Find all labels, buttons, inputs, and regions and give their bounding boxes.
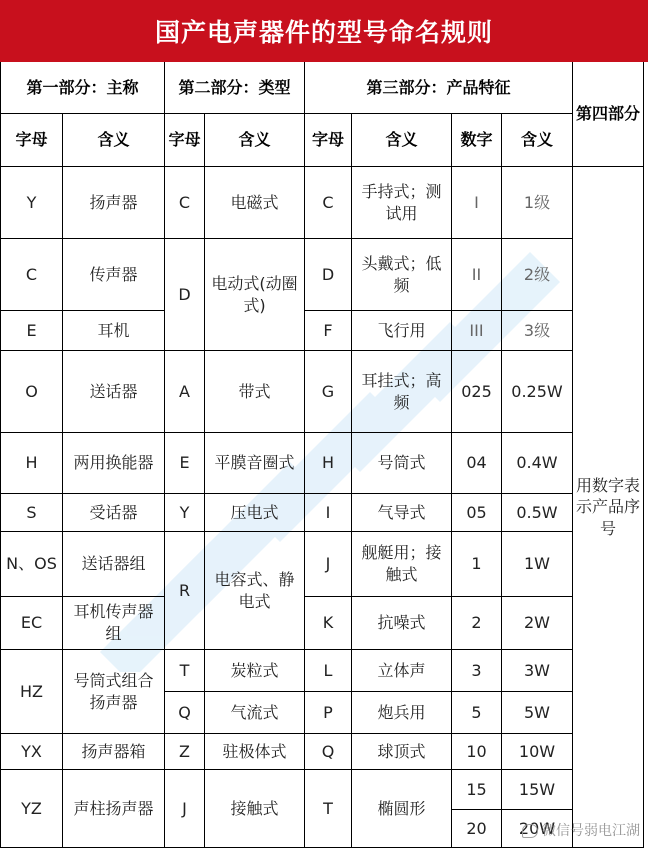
table-cell: 025 [452,351,502,433]
table-cell: T [165,650,205,692]
table-cell: R [165,532,205,650]
part2-header: 第二部分：类型 [165,62,305,114]
table-cell: 2W [502,597,573,650]
table-cell: 送话器组 [63,532,165,597]
table-cell: P [305,692,352,734]
table-cell: 电容式、静电式 [205,532,305,650]
part1-letter-header: 字母 [0,114,63,167]
table-cell: C [165,167,205,239]
table-cell: 传声器 [63,239,165,311]
table-cell: 两用换能器 [63,433,165,494]
table-cell: D [165,239,205,351]
table-cell: 5 [452,692,502,734]
part2-letter-header: 字母 [165,114,205,167]
table-cell: 气导式 [352,494,452,532]
table-cell: 声柱扬声器 [63,770,165,848]
table-cell: L [305,650,352,692]
table-cell: Z [165,734,205,770]
table-cell: C [305,167,352,239]
table-cell: 0.5W [502,494,573,532]
table-cell: O [0,351,63,433]
table-cell: 耳挂式；高频 [352,351,452,433]
table-cell: 接触式 [205,770,305,848]
table-cell: 号筒式 [352,433,452,494]
table-cell: 舰艇用；接触式 [352,532,452,597]
part3-letter-header: 字母 [305,114,352,167]
table-cell: 扬声器 [63,167,165,239]
table-cell: 飞行用 [352,311,452,351]
table-cell: Y [165,494,205,532]
table-cell: HZ [0,650,63,734]
table-cell: 3级 [502,311,573,351]
part3-header: 第三部分：产品特征 [305,62,573,114]
table-cell: 05 [452,494,502,532]
table-cell: 球顶式 [352,734,452,770]
table-cell: 受话器 [63,494,165,532]
table-cell: J [165,770,205,848]
table-cell: 0.25W [502,351,573,433]
table-cell: 扬声器箱 [63,734,165,770]
table-cell: 0.4W [502,433,573,494]
table-cell: 10 [452,734,502,770]
table-cell: II [452,239,502,311]
table-cell: 手持式；测试用 [352,167,452,239]
table-cell: 20W [502,810,573,848]
signature-text: 微信号弱电江湖 [542,823,640,839]
table-cell: T [305,770,352,848]
table-cell: 3W [502,650,573,692]
table-cell: 头戴式；低频 [352,239,452,311]
table-cell: 电动式(动圈式) [205,239,305,351]
table-cell: 3 [452,650,502,692]
table-cell: 气流式 [205,692,305,734]
table-cell: EC [0,597,63,650]
part4-header: 第四部分 [573,62,644,167]
table-cell: 5W [502,692,573,734]
table-cell: Y [0,167,63,239]
table-cell: 椭圆形 [352,770,452,848]
wechat-signature [522,820,640,840]
table-cell: N、OS [0,532,63,597]
table-cell: 驻极体式 [205,734,305,770]
table-cell: 压电式 [205,494,305,532]
naming-rules-table [0,62,648,852]
part3-meaning-header: 含义 [352,114,452,167]
table-cell: 1 [452,532,502,597]
table-cell: A [165,351,205,433]
table-cell: 04 [452,433,502,494]
part1-header: 第一部分：主称 [0,62,165,114]
table-cell: 立体声 [352,650,452,692]
part4-description: 用数字表示产品序号 [573,167,644,848]
table-cell: 耳机传声器组 [63,597,165,650]
table-cell: F [305,311,352,351]
table-cell: E [0,311,63,351]
table-cell: III [452,311,502,351]
table-cell: Q [165,692,205,734]
table-cell: 炮兵用 [352,692,452,734]
table-cell: 2级 [502,239,573,311]
table-cell: 电磁式 [205,167,305,239]
table-cell: 炭粒式 [205,650,305,692]
table-cell: 送话器 [63,351,165,433]
table-cell: 号筒式组合扬声器 [63,650,165,734]
page-title: 国产电声器件的型号命名规则 [0,0,648,62]
table-cell: 2 [452,597,502,650]
table-cell: D [305,239,352,311]
table-cell: 1W [502,532,573,597]
table-cell: K [305,597,352,650]
table-cell: H [305,433,352,494]
table-cell: H [0,433,63,494]
table-cell: I [452,167,502,239]
part3-number-header: 数字 [452,114,502,167]
table-cell: J [305,532,352,597]
table-cell: E [165,433,205,494]
table-cell: 15 [452,770,502,810]
table-cell: YZ [0,770,63,848]
table-cell: 耳机 [63,311,165,351]
table-cell: 20 [452,810,502,848]
part2-meaning-header: 含义 [205,114,305,167]
table-cell: YX [0,734,63,770]
wechat-icon [522,824,538,838]
table-cell: I [305,494,352,532]
table-cell: 抗噪式 [352,597,452,650]
table-cell: C [0,239,63,311]
table-cell: 带式 [205,351,305,433]
table-cell: Q [305,734,352,770]
table-cell: 平膜音圈式 [205,433,305,494]
table-cell: 1级 [502,167,573,239]
part1-meaning-header: 含义 [63,114,165,167]
table-cell: S [0,494,63,532]
table-cell: 10W [502,734,573,770]
part3-num-meaning-header: 含义 [502,114,573,167]
table-cell: G [305,351,352,433]
table-cell: 15W [502,770,573,810]
